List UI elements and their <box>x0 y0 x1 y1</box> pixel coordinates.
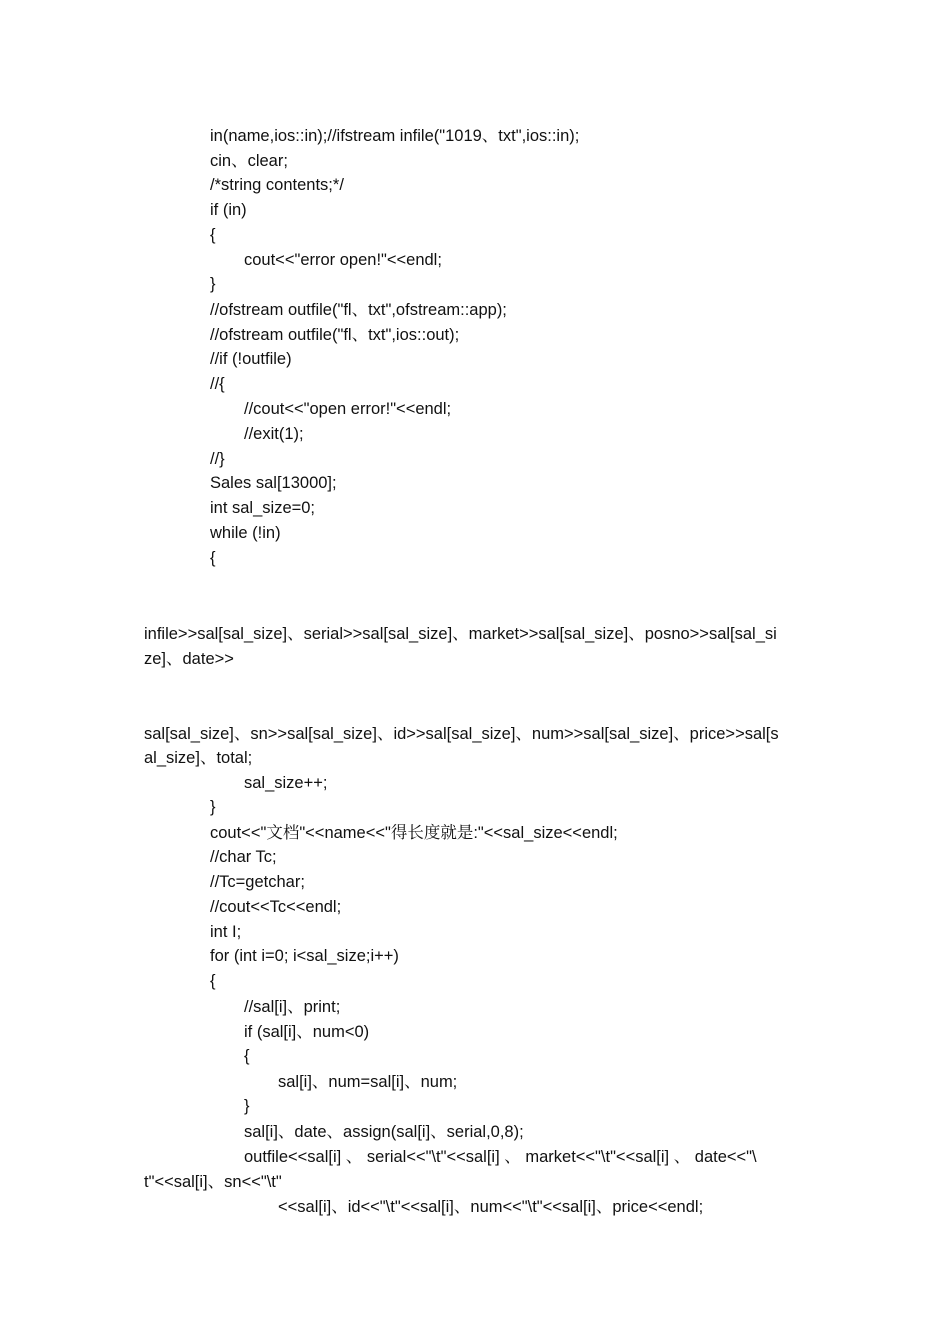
code-line: while (!in) <box>210 524 281 542</box>
code-line: //{ <box>210 375 225 393</box>
code-line: } <box>244 1097 250 1115</box>
code-line: in(name,ios::in);//ifstream infile("1019、txt",ios::in); <box>210 127 580 145</box>
code-line: sal_size++; <box>244 774 328 792</box>
code-line: sal[i]、date、assign(sal[i]、serial,0,8); <box>244 1123 524 1141</box>
code-line: sal[sal_size]、sn>>sal[sal_size]、id>>sal[sal_size]、num>>sal[sal_size]、price>>sal[s <box>144 725 779 743</box>
code-line: if (sal[i]、num<0) <box>244 1023 370 1041</box>
code-line: //ofstream outfile("fl、txt",ios::out); <box>210 326 460 344</box>
code-line: //if (!outfile) <box>210 350 292 368</box>
code-line: cout<<"error open!"<<endl; <box>244 251 442 269</box>
code-line: Sales sal[13000]; <box>210 474 337 492</box>
code-line: } <box>210 798 216 816</box>
code-line: infile>>sal[sal_size]、serial>>sal[sal_size]、market>>sal[sal_size]、posno>>sal[sal_si <box>144 625 777 643</box>
code-line: { <box>244 1047 250 1065</box>
code-line: for (int i=0; i<sal_size;i++) <box>210 947 399 965</box>
code-line: cout<<"文档"<<name<<"得长度就是:"<<sal_size<<endl; <box>210 824 618 842</box>
code-line: outfile<<sal[i] 、 serial<<"\t"<<sal[i] 、 market<<"\t"<<sal[i] 、 date<<"\ <box>244 1148 757 1166</box>
code-line: //} <box>210 450 225 468</box>
code-line: //ofstream outfile("fl、txt",ofstream::app); <box>210 301 507 319</box>
code-line: /*string contents;*/ <box>210 176 344 194</box>
code-line: //char Tc; <box>210 848 277 866</box>
code-line: cin、clear; <box>210 152 288 170</box>
code-line: //exit(1); <box>244 425 304 443</box>
code-line: int I; <box>210 923 242 941</box>
code-line: { <box>210 549 216 567</box>
code-line: int sal_size=0; <box>210 499 316 517</box>
code-line: //cout<<Tc<<endl; <box>210 898 342 916</box>
code-line: if (in) <box>210 201 247 219</box>
code-line: sal[i]、num=sal[i]、num; <box>278 1073 458 1091</box>
code-line: { <box>210 972 216 990</box>
code-line: t"<<sal[i]、sn<<"\t" <box>144 1173 282 1191</box>
code-line: { <box>210 226 216 244</box>
code-line: //cout<<"open error!"<<endl; <box>244 400 452 418</box>
code-line: } <box>210 275 216 293</box>
code-line: al_size]、total; <box>144 749 253 767</box>
code-line: ze]、date>> <box>144 650 234 668</box>
code-line: <<sal[i]、id<<"\t"<<sal[i]、num<<"\t"<<sal[i]、price<<endl; <box>278 1198 704 1216</box>
code-line: //sal[i]、print; <box>244 998 341 1016</box>
code-line: //Tc=getchar; <box>210 873 305 891</box>
